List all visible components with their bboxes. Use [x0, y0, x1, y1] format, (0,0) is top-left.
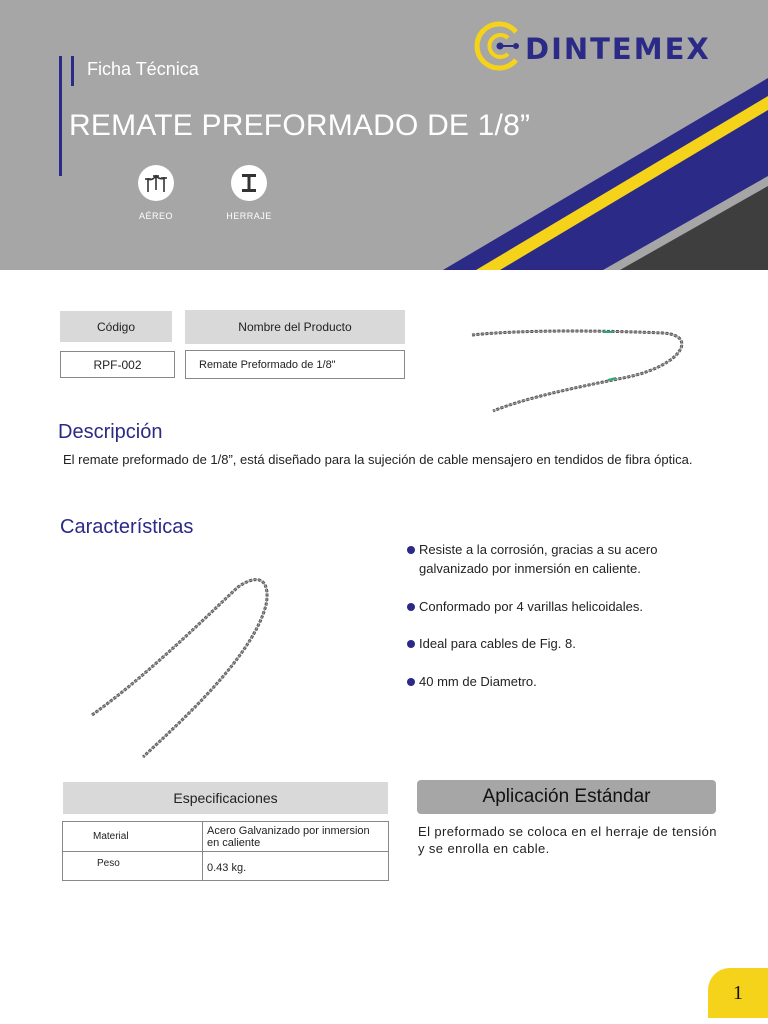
aerial-poles-icon [138, 165, 174, 201]
spec-value: Acero Galvanizado por inmersion en caliente [203, 822, 389, 852]
product-image-top [468, 325, 693, 420]
accent-bar [59, 56, 62, 176]
document-title: REMATE PREFORMADO DE 1/8” [69, 109, 531, 142]
brand-name: DINTEMEX [525, 32, 711, 66]
description-text: El remate preformado de 1/8”, está diseñado para la sujeción de cable mensajero en tendidos de fibra óptica. [63, 452, 693, 467]
brand-logo [472, 18, 722, 74]
hardware-beam-icon [231, 165, 267, 201]
application-heading: Aplicación Estándar [417, 780, 716, 814]
code-header: Código [60, 311, 172, 342]
bullet-icon [407, 640, 415, 648]
bullet-icon [407, 546, 415, 554]
specs-table [62, 821, 389, 881]
product-name-header: Nombre del Producto [185, 310, 405, 344]
accent-bar-short [71, 56, 74, 86]
feature-item: Conformado por 4 varillas helicoidales. [407, 597, 727, 616]
category-label: HERRAJE [226, 211, 272, 221]
product-name-value: Remate Preformado de 1/8" [185, 350, 405, 379]
product-image-hairpin [88, 575, 278, 765]
brand-logo-icon [472, 18, 528, 74]
specs-heading: Especificaciones [63, 782, 388, 814]
feature-item: Resiste a la corrosión, gracias a su acero galvanizado por inmersión en caliente. [407, 540, 727, 578]
code-value: RPF-002 [60, 351, 175, 378]
spec-label: Peso [63, 852, 203, 881]
features-heading: Características [60, 516, 194, 538]
page-number: 1 [708, 968, 768, 1018]
feature-item: 40 mm de Diametro. [407, 672, 727, 691]
feature-item: Ideal para cables de Fig. 8. [407, 634, 727, 653]
table-row [63, 852, 389, 881]
spec-label: Material [63, 822, 203, 852]
spec-value: 0.43 kg. [203, 852, 389, 881]
category-aereo [116, 165, 196, 221]
bullet-icon [407, 678, 415, 686]
header-banner [0, 0, 768, 270]
bullet-icon [407, 603, 415, 611]
description-heading: Descripción [58, 421, 163, 443]
table-row [63, 822, 389, 852]
category-label: AÉREO [138, 211, 173, 221]
application-text: El preformado se coloca en el herraje de tensión y se enrolla en cable. [418, 824, 717, 856]
category-herraje [209, 165, 289, 221]
document-subtitle: Ficha Técnica [87, 59, 199, 79]
